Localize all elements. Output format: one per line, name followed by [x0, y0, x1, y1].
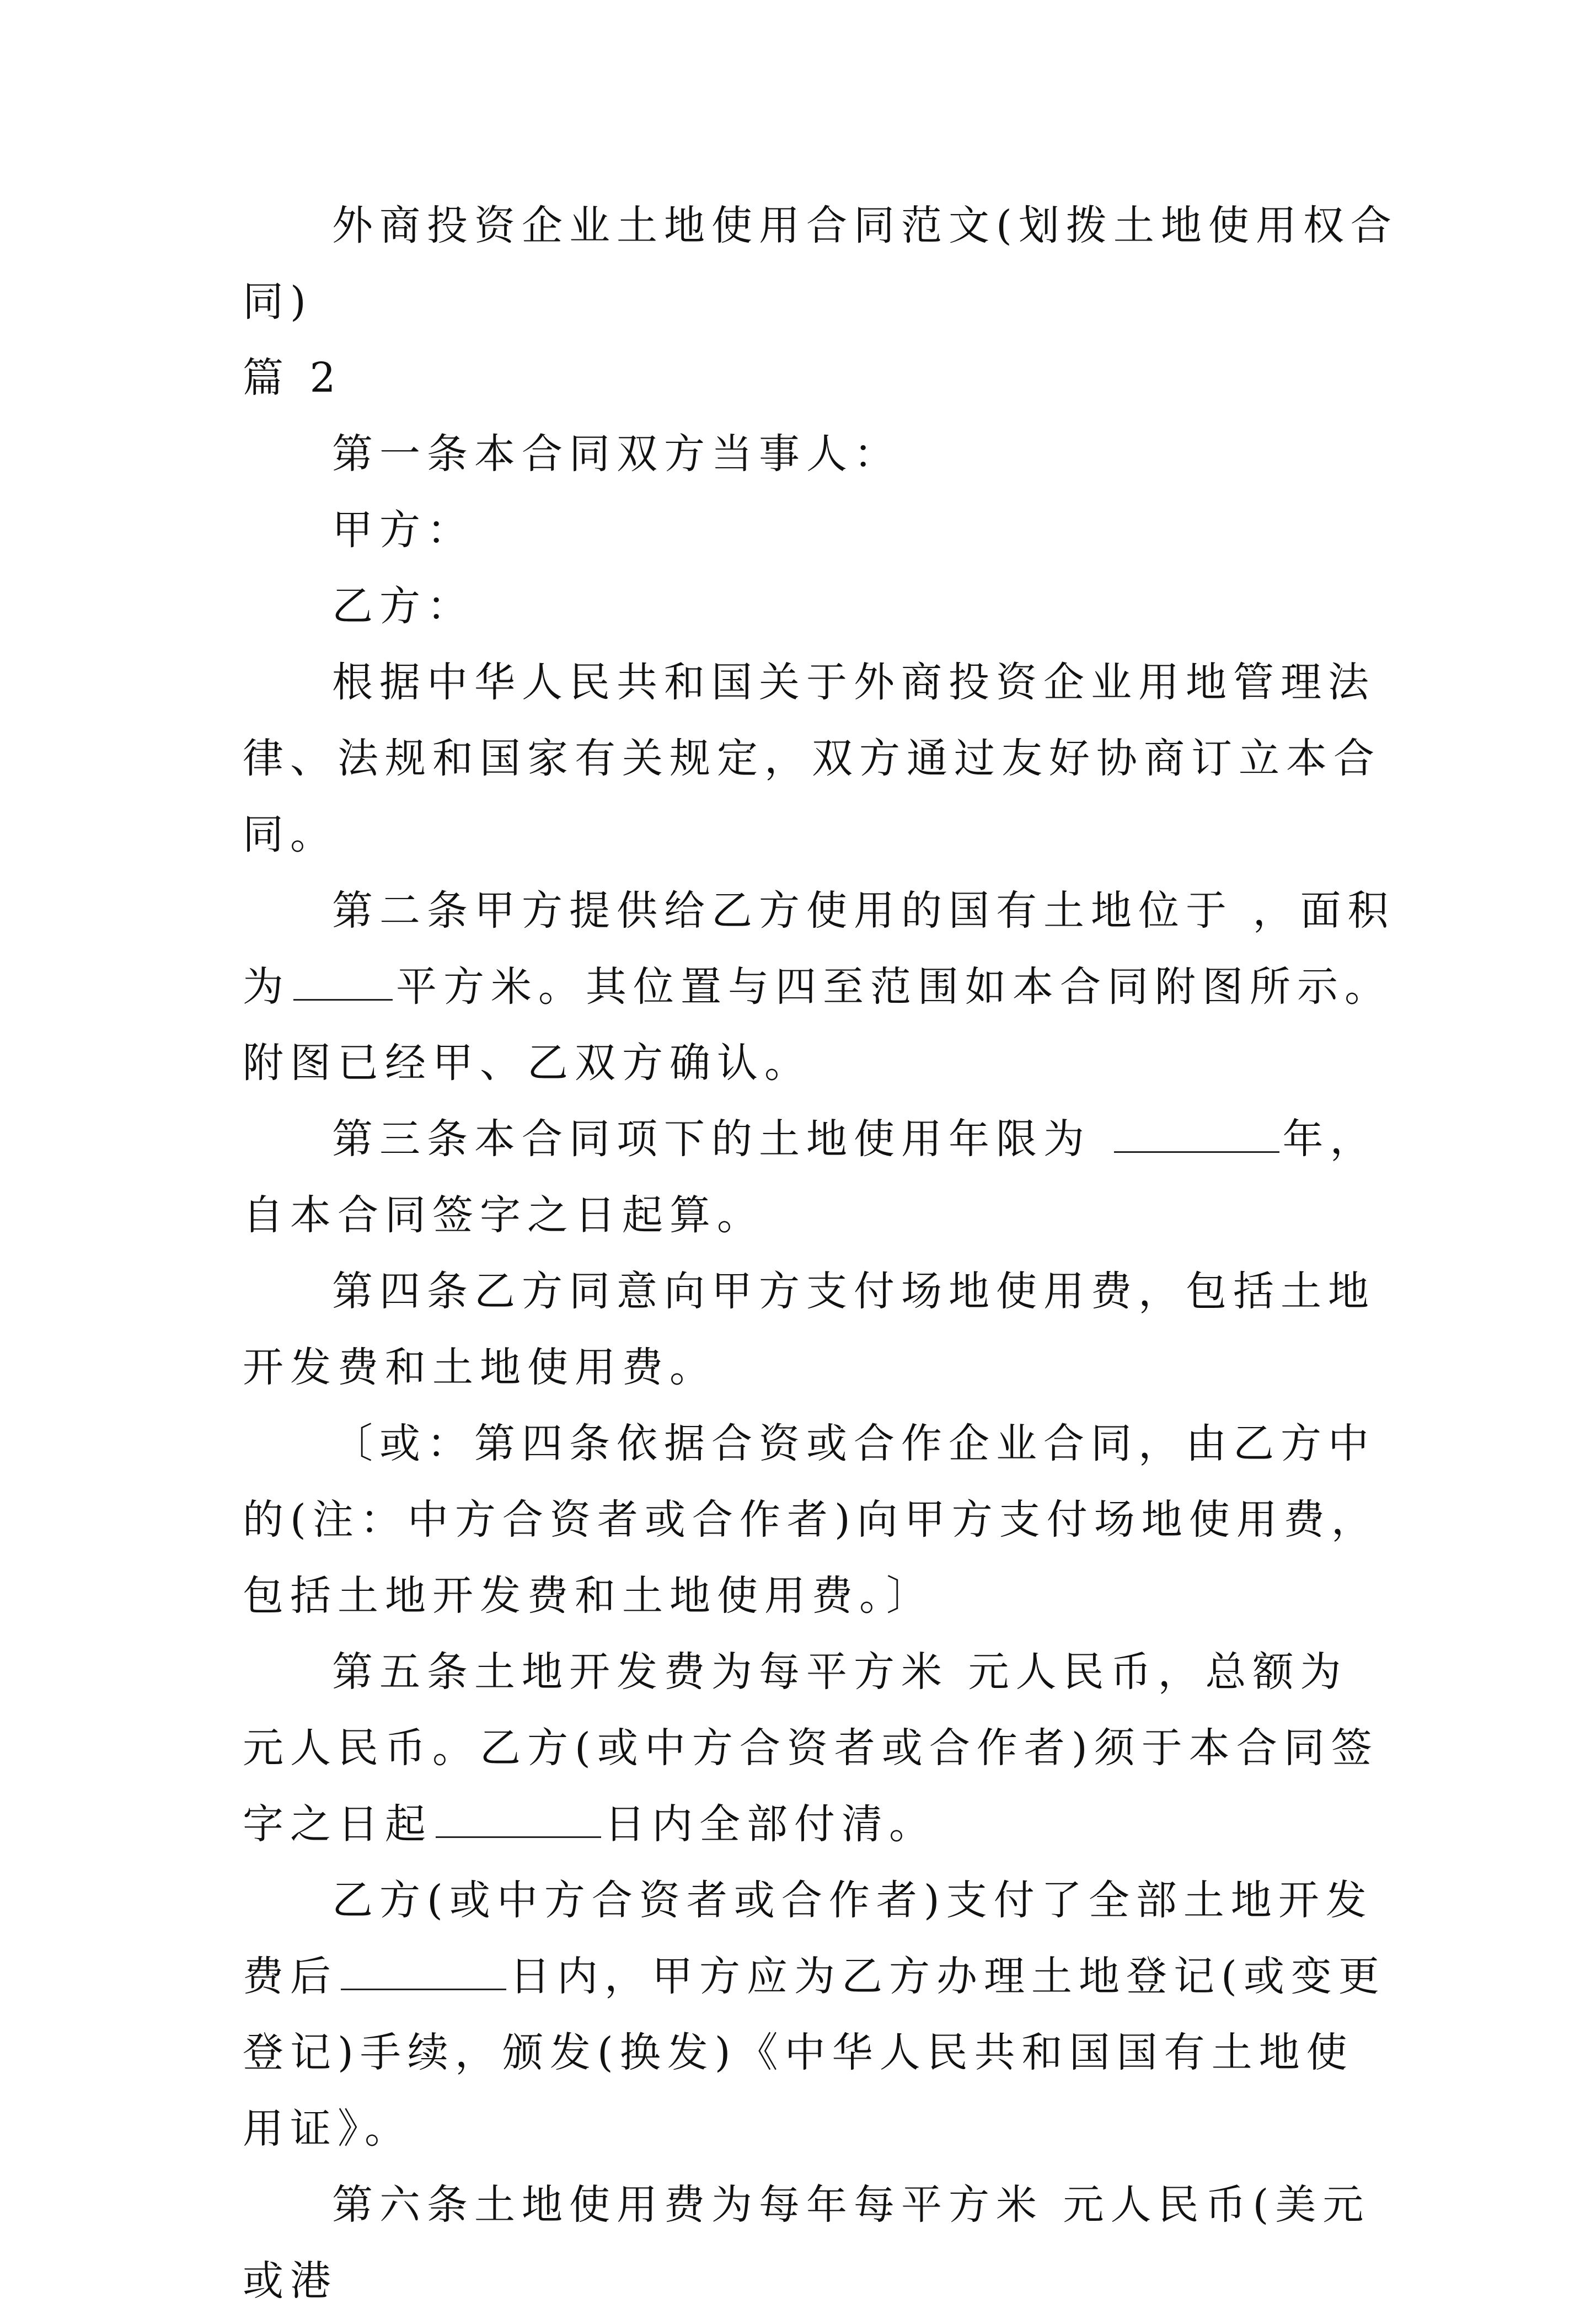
title-line-1: 外商投资企业土地使用合同范文(划拨土地使用权合同)	[243, 202, 1398, 325]
paragraph-text: 日内，甲方应为乙方办理土地登记(或变更登记)手续，颁发(换发)《中华人民共和国国有土地使用证》。	[243, 1953, 1386, 2152]
paragraph-text: 甲方：	[332, 506, 474, 554]
document-title	[243, 188, 1401, 340]
party-b	[243, 568, 1401, 644]
paragraph-text: 第四条乙方同意向甲方支付场地使用费，包括土地开发费和土地使用费。	[243, 1268, 1375, 1391]
paragraph-text: 日内全部付清。	[604, 1800, 936, 1848]
paragraph-text: 乙方：	[332, 583, 474, 630]
clause-1-parties	[243, 416, 1401, 492]
clause-6-usage-fee	[243, 2167, 1401, 2319]
document-body	[243, 188, 1401, 2319]
fill-blank-days	[341, 1948, 506, 1990]
paragraph-text: 第六条土地使用费为每年每平方米 元人民币(美元或港	[243, 2181, 1370, 2305]
clause-2-land-location	[243, 873, 1401, 1101]
paragraph-text: 第一条本合同双方当事人：	[332, 430, 901, 478]
party-a	[243, 492, 1401, 568]
paragraph-text: 平方米。其位置与四至范围如本合同附图所示。附图已经甲、乙双方确认。	[243, 963, 1392, 1087]
clause-4-alternative	[243, 1406, 1401, 1634]
paragraph-text: 第二条甲方提供给乙方使用的国有土地位于 ，面积为	[243, 887, 1395, 1011]
clause-5-registration	[243, 1862, 1401, 2167]
title-line-2: 篇 2	[243, 354, 342, 402]
document-subtitle	[243, 340, 1401, 416]
clause-3-term	[243, 1101, 1401, 1253]
paragraph-text: 第五条土地开发费为每平方米 元人民币，总额为 元人民币。乙方(或中方合资者或合作者)须于本合同签字之日起	[243, 1648, 1379, 1848]
paragraph-text: 〔或：第四条依据合资或合作企业合同，由乙方中的(注：中方合资者或合作者)向甲方支付场地使用费，包括土地开发费和土地使用费。〕	[243, 1420, 1379, 1620]
fill-blank-years	[1114, 1110, 1279, 1153]
fill-blank-area	[293, 958, 393, 1001]
paragraph-text: 乙方(或中方合资者或合作者)支付了全部土地开发费后	[243, 1877, 1373, 2000]
clause-5-development-fee	[243, 1634, 1401, 1862]
paragraph-text: 第三条本合同项下的土地使用年限为	[332, 1115, 1111, 1163]
fill-blank-days	[436, 1796, 601, 1838]
paragraph-text: 根据中华人民共和国关于外商投资企业用地管理法律、法规和国家有关规定，双方通过友好协商订立本合同。	[243, 659, 1381, 858]
clause-4-fees	[243, 1253, 1401, 1406]
preamble	[243, 644, 1401, 873]
paragraph-text: 年，自本合同签字之日起算。	[243, 1115, 1378, 1239]
